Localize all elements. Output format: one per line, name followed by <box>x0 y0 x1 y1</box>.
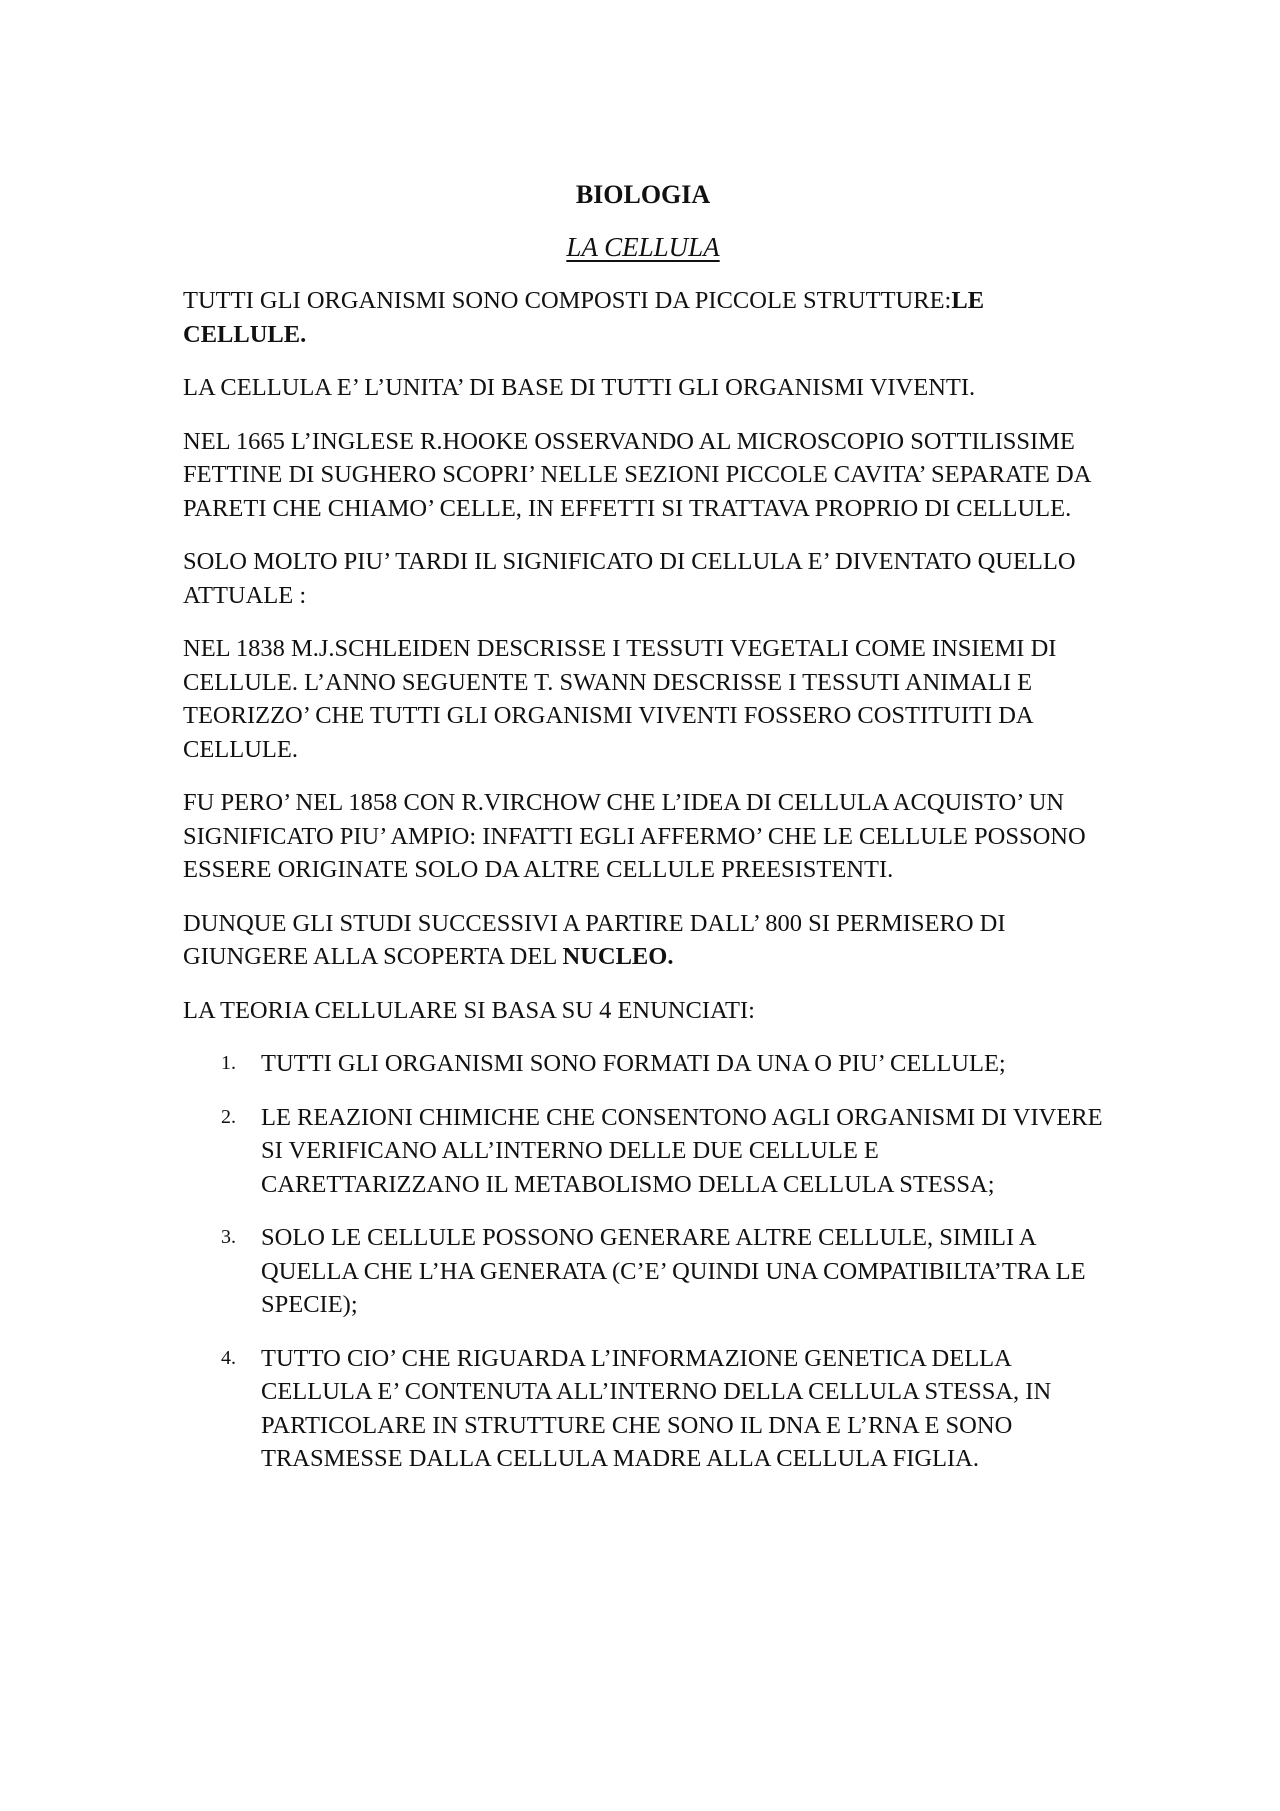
list-item-number: 4. <box>221 1346 236 1369</box>
paragraph-1-text: TUTTI GLI ORGANISMI SONO COMPOSTI DA PICCOLE STRUTTURE: <box>183 287 952 314</box>
list-item-text: TUTTI GLI ORGANISMI SONO FORMATI DA UNA O PIU’ CELLULE; <box>261 1050 1006 1077</box>
document-title: BIOLOGIA <box>575 180 711 209</box>
list-item-text: SOLO LE CELLULE POSSONO GENERARE ALTRE CELLULE, SIMILI A QUELLA CHE L’HA GENERATA (C’E’ QUINDI UNA COMPATIBILTA’TRA LE SPECIE); <box>261 1224 1086 1318</box>
document-body <box>183 178 1103 1496</box>
paragraph-2: LA CELLULA E’ L’UNITA’ DI BASE DI TUTTI GLI ORGANISMI VIVENTI. <box>183 374 976 401</box>
paragraph-7-text: DUNQUE GLI STUDI SUCCESSIVI A PARTIRE DALL’ 800 SI PERMISERO DI GIUNGERE ALLA SCOPERTA DEL <box>183 909 1006 970</box>
paragraph-7-bold: NUCLEO. <box>562 943 674 970</box>
list-item <box>183 1047 1103 1081</box>
paragraph-5: NEL 1838 M.J.SCHLEIDEN DESCRISSE I TESSUTI VEGETALI COME INSIEMI DI CELLULE. L’ANNO SEGUENTE T. SWANN DESCRISSE I TESSUTI ANIMALI E TEORIZZO’ CHE TUTTI GLI ORGANISMI VIVENTI FOSSERO COSTITUITI DA CELLULE. <box>183 635 1057 763</box>
paragraph-7 <box>183 907 1103 974</box>
list-item-number: 1. <box>221 1052 236 1074</box>
list-item-text: TUTTO CIO’ CHE RIGUARDA L’INFORMAZIONE GENETICA DELLA CELLULA E’ CONTENUTA ALL’INTERNO DELLA CELLULA STESSA, IN PARTICOLARE IN STRUTTURE CHE SONO IL DNA E L’RNA E SONO TRASMESSE DALLA CELLULA MADRE ALLA CELLULA FIGLIA. <box>261 1344 1052 1472</box>
paragraph-6: FU PERO’ NEL 1858 CON R.VIRCHOW CHE L’IDEA DI CELLULA ACQUISTO’ UN SIGNIFICATO PIU’ AMPIO: INFATTI EGLI AFFERMO’ CHE LE CELLULE POSSONO ESSERE ORIGINATE SOLO DA ALTRE CELLULE PREESISTENTI. <box>183 789 1086 883</box>
list-item <box>183 1101 1103 1202</box>
document-subtitle: LA CELLULA <box>566 232 720 262</box>
paragraph-4: SOLO MOLTO PIU’ TARDI IL SIGNIFICATO DI CELLULA E’ DIVENTATO QUELLO ATTUALE : <box>183 548 1076 609</box>
list-item-text: LE REAZIONI CHIMICHE CHE CONSENTONO AGLI ORGANISMI DI VIVERE SI VERIFICANO ALL’INTERNO DELLE DUE CELLULE E CARETTARIZZANO IL METABOLISMO DELLA CELLULA STESSA; <box>261 1103 1103 1198</box>
list-item-number: 3. <box>221 1226 236 1248</box>
list-item-number: 2. <box>221 1105 236 1128</box>
list-item <box>183 1342 1103 1476</box>
list-item <box>183 1221 1103 1322</box>
paragraph-3: NEL 1665 L’INGLESE R.HOOKE OSSERVANDO AL MICROSCOPIO SOTTILISSIME FETTINE DI SUGHERO SCOPRI’ NELLE SEZIONI PICCOLE CAVITA’ SEPARATE DA PARETI CHE CHIAMO’ CELLE, IN EFFETTI SI TRATTAVA PROPRIO DI CELLULE. <box>183 427 1091 522</box>
paragraph-8: LA TEORIA CELLULARE SI BASA SU 4 ENUNCIATI: <box>183 996 755 1024</box>
enunciati-list <box>183 1047 1103 1476</box>
paragraph-1 <box>183 284 1103 351</box>
paragraph-1-bold: LE CELLULE. <box>183 287 985 348</box>
